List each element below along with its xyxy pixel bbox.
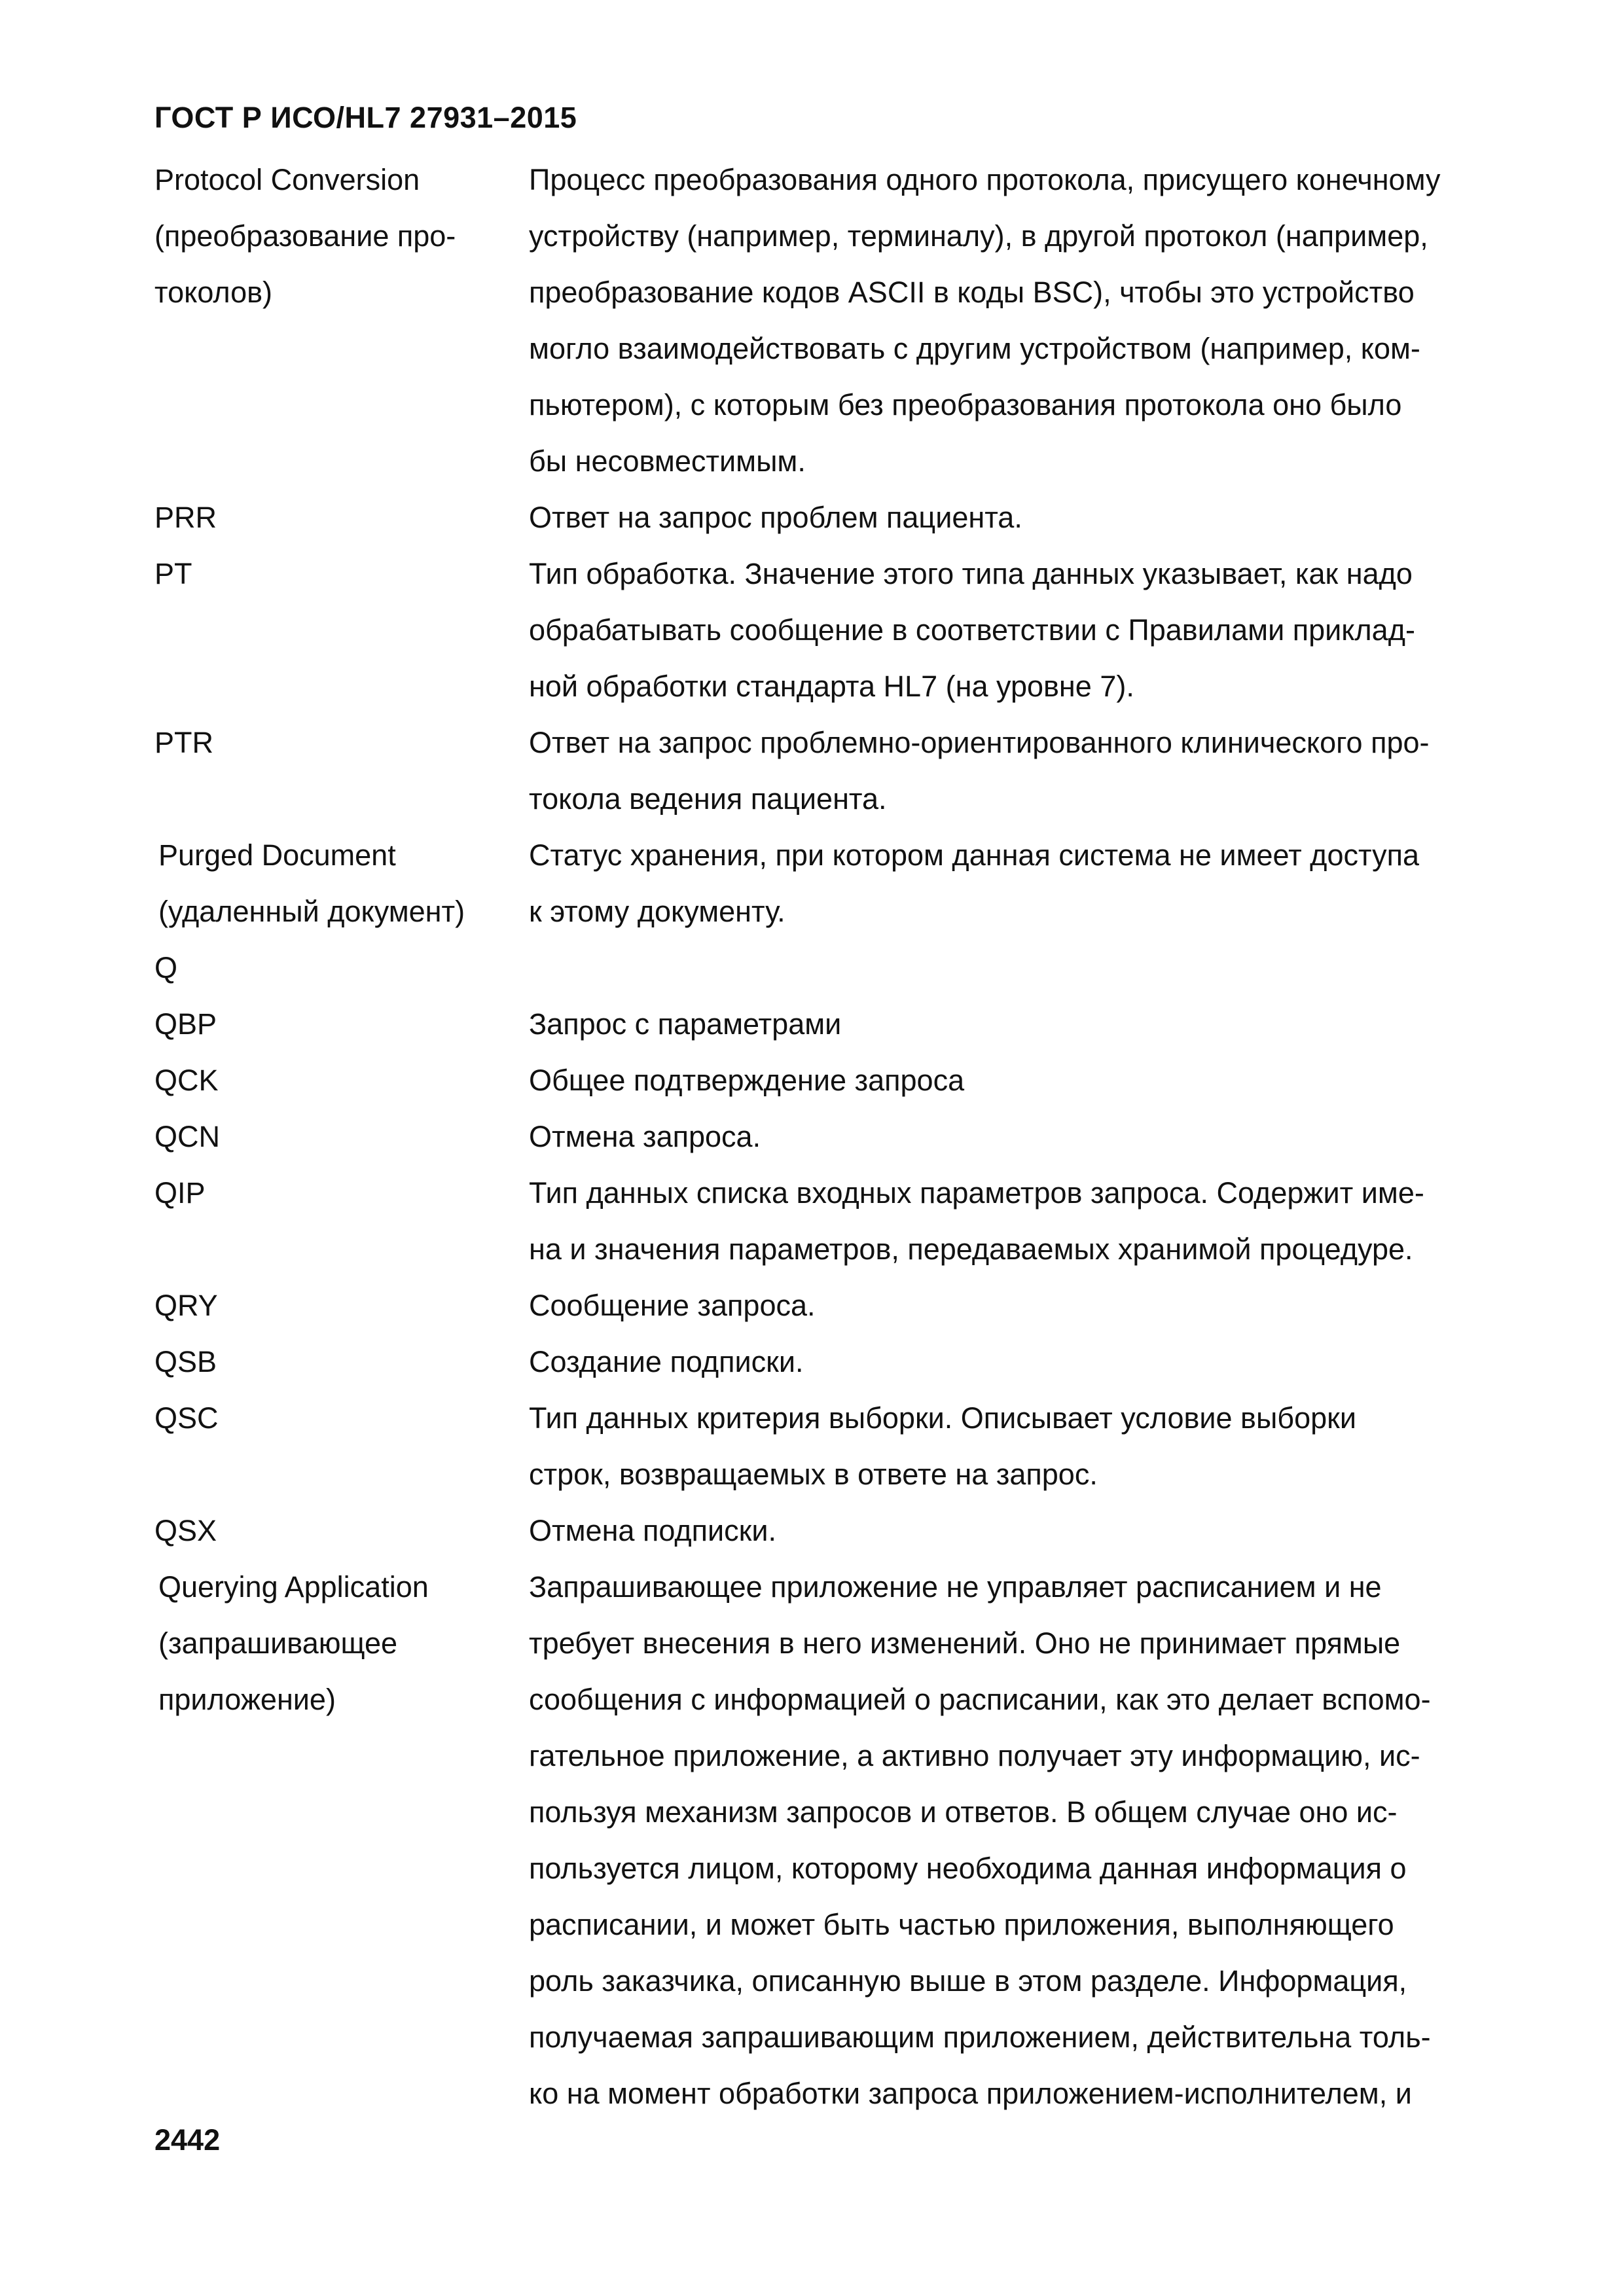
term-line: Q bbox=[154, 951, 178, 984]
glossary-entry bbox=[154, 1390, 1555, 1503]
term-line: QSC bbox=[154, 1401, 219, 1435]
definition-line: сообщения с информацией о расписании, как это делает вспомо- bbox=[529, 1683, 1431, 1716]
glossary-entry bbox=[154, 715, 1555, 827]
glossary-entry bbox=[154, 1559, 1555, 2122]
definition-line: Запрашивающее приложение не управляет расписанием и не bbox=[529, 1570, 1382, 1604]
definition-line: гательное приложение, а активно получает эту информацию, ис- bbox=[529, 1739, 1420, 1772]
glossary-entry bbox=[154, 490, 1555, 546]
glossary-entry bbox=[154, 996, 1555, 1052]
glossary-definition bbox=[529, 1052, 1555, 1109]
glossary-term bbox=[154, 1109, 529, 1165]
definition-line: ко на момент обработки запроса приложением-исполнителем, и bbox=[529, 2077, 1412, 2110]
definition-line: токола ведения пациента. bbox=[529, 782, 887, 816]
definition-line: Ответ на запрос проблем пациента. bbox=[529, 501, 1022, 534]
definition-line: Общее подтверждение запроса bbox=[529, 1064, 965, 1097]
term-line: QRY bbox=[154, 1289, 218, 1322]
definition-line: Тип обработка. Значение этого типа данных указывает, как надо bbox=[529, 557, 1413, 590]
glossary-term bbox=[154, 996, 529, 1052]
glossary-entry bbox=[154, 1165, 1555, 1278]
glossary-term bbox=[154, 715, 529, 771]
term-line: (удаленный документ) bbox=[158, 895, 465, 928]
glossary-definition bbox=[529, 996, 1555, 1052]
glossary-definition bbox=[529, 715, 1555, 827]
glossary-term bbox=[154, 1165, 529, 1221]
glossary-definition bbox=[529, 546, 1555, 715]
glossary-definition bbox=[529, 1278, 1555, 1334]
glossary-entry bbox=[154, 1109, 1555, 1165]
glossary-definition bbox=[529, 490, 1555, 546]
term-line: Protocol Conversion bbox=[154, 163, 420, 196]
glossary-definition bbox=[529, 1109, 1555, 1165]
term-line: токолов) bbox=[154, 276, 273, 309]
definition-line: преобразование кодов ASCII в коды BSC), чтобы это устройство bbox=[529, 276, 1415, 309]
definition-line: расписании, и может быть частью приложения, выполняющего bbox=[529, 1908, 1394, 1941]
definition-line: пользуется лицом, которому необходима данная информация о bbox=[529, 1852, 1407, 1885]
term-line: QCK bbox=[154, 1064, 219, 1097]
definition-line: устройству (например, терминалу), в другой протокол (например, bbox=[529, 219, 1428, 253]
glossary-term bbox=[154, 1390, 529, 1446]
definition-line: требует внесения в него изменений. Оно не принимает прямые bbox=[529, 1626, 1401, 1660]
term-line: QCN bbox=[154, 1120, 220, 1153]
definition-line: пользуя механизм запросов и ответов. В общем случае оно ис- bbox=[529, 1795, 1398, 1829]
term-line: Purged Document bbox=[158, 838, 396, 872]
glossary-entry bbox=[154, 827, 1555, 940]
glossary-entry bbox=[154, 546, 1555, 715]
definition-line: обрабатывать сообщение в соответствии с Правилами приклад- bbox=[529, 613, 1415, 647]
term-line: (преобразование про- bbox=[154, 219, 456, 253]
glossary-entry bbox=[154, 1503, 1555, 1559]
page-number: 2442 bbox=[154, 2123, 221, 2157]
glossary-definition bbox=[529, 1334, 1555, 1390]
term-line: Querying Application bbox=[158, 1570, 429, 1604]
definition-line: могло взаимодействовать с другим устройством (например, ком- bbox=[529, 332, 1420, 365]
definition-line: Статус хранения, при котором данная система не имеет доступа bbox=[529, 838, 1419, 872]
glossary-term bbox=[154, 1334, 529, 1390]
definition-line: Тип данных списка входных параметров запроса. Содержит име- bbox=[529, 1176, 1424, 1210]
glossary-entry bbox=[154, 1052, 1555, 1109]
definition-line: Ответ на запрос проблемно-ориентированного клинического про- bbox=[529, 726, 1430, 759]
definition-line: Сообщение запроса. bbox=[529, 1289, 816, 1322]
term-line: QSB bbox=[154, 1345, 217, 1378]
glossary-term bbox=[154, 152, 529, 321]
definition-line: бы несовместимым. bbox=[529, 444, 806, 478]
term-line: QBP bbox=[154, 1007, 217, 1041]
glossary-term bbox=[154, 1503, 529, 1559]
glossary-term bbox=[154, 940, 529, 996]
definition-line: на и значения параметров, передаваемых хранимой процедуре. bbox=[529, 1232, 1413, 1266]
definition-line: Тип данных критерия выборки. Описывает условие выборки bbox=[529, 1401, 1356, 1435]
glossary-entry bbox=[154, 940, 1555, 996]
glossary-term bbox=[154, 1052, 529, 1109]
definition-line: к этому документу. bbox=[529, 895, 785, 928]
definition-line: роль заказчика, описанную выше в этом разделе. Информация, bbox=[529, 1964, 1407, 1998]
page-header-standard: ГОСТ Р ИСО/HL7 27931–2015 bbox=[154, 101, 577, 134]
glossary-term bbox=[154, 827, 529, 940]
glossary-definition bbox=[529, 1559, 1555, 2122]
term-line: PT bbox=[154, 557, 192, 590]
definition-line: Создание подписки. bbox=[529, 1345, 804, 1378]
glossary-definition bbox=[529, 152, 1555, 490]
glossary-entries bbox=[154, 152, 1555, 2122]
term-line: QIP bbox=[154, 1176, 206, 1210]
definition-line: пьютером), с которым без преобразования протокола оно было bbox=[529, 388, 1402, 422]
term-line: приложение) bbox=[158, 1683, 336, 1716]
glossary-definition bbox=[529, 1503, 1555, 1559]
glossary-term bbox=[154, 1559, 529, 1728]
glossary-definition bbox=[529, 1390, 1555, 1503]
definition-line: строк, возвращаемых в ответе на запрос. bbox=[529, 1458, 1098, 1491]
term-line: QSX bbox=[154, 1514, 217, 1547]
glossary-term bbox=[154, 1278, 529, 1334]
glossary-definition bbox=[529, 827, 1555, 940]
glossary-term bbox=[154, 546, 529, 602]
term-line: PRR bbox=[154, 501, 217, 534]
glossary-entry bbox=[154, 1334, 1555, 1390]
definition-line: получаемая запрашивающим приложением, действительна толь- bbox=[529, 2020, 1431, 2054]
glossary-entry bbox=[154, 1278, 1555, 1334]
glossary-definition bbox=[529, 1165, 1555, 1278]
definition-line: Процесс преобразования одного протокола, присущего конечному bbox=[529, 163, 1441, 196]
glossary-entry bbox=[154, 152, 1555, 490]
term-line: (запрашивающее bbox=[158, 1626, 398, 1660]
definition-line: Запрос с параметрами bbox=[529, 1007, 842, 1041]
definition-line: ной обработки стандарта HL7 (на уровне 7). bbox=[529, 670, 1134, 703]
term-line: PTR bbox=[154, 726, 213, 759]
definition-line: Отмена подписки. bbox=[529, 1514, 776, 1547]
glossary-term bbox=[154, 490, 529, 546]
definition-line: Отмена запроса. bbox=[529, 1120, 761, 1153]
